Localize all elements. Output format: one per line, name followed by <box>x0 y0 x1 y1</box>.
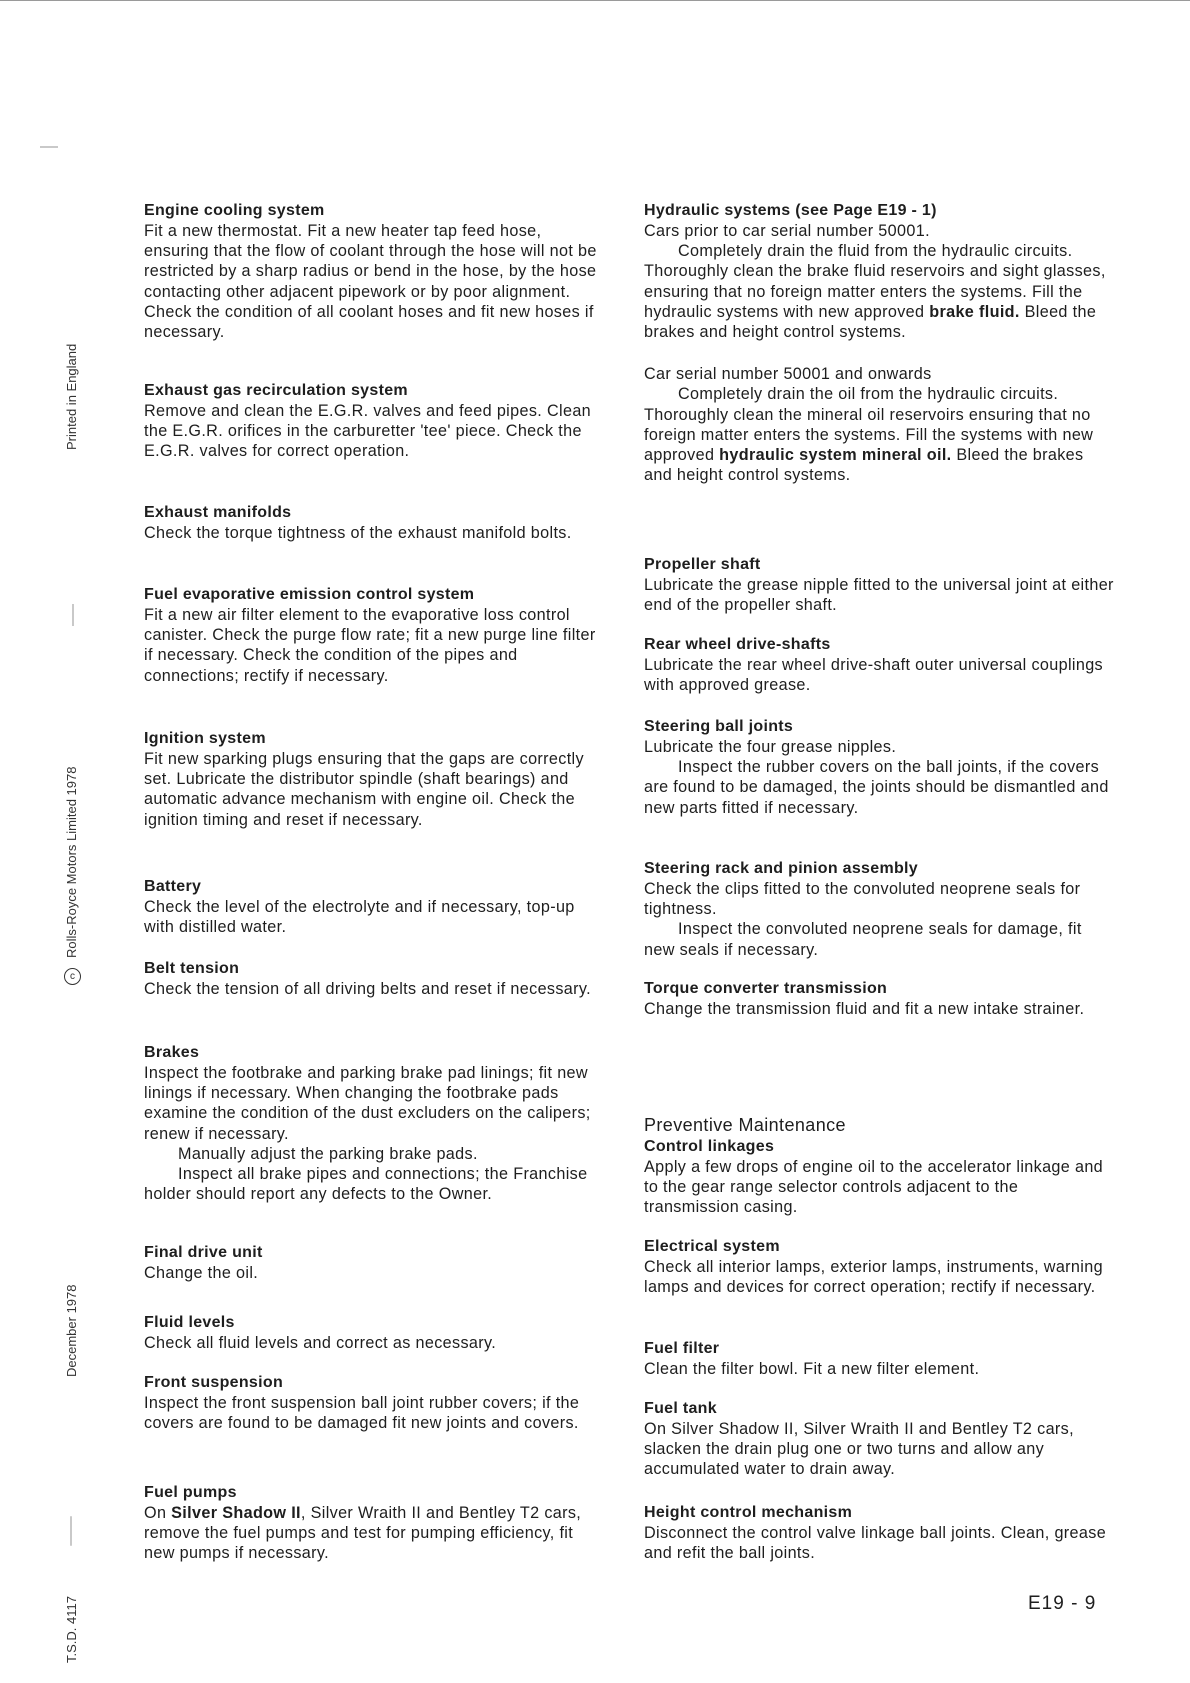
section-heading: Ignition system <box>144 730 266 747</box>
section-text: On Silver Shadow II, Silver Wraith II and Bentley T2 cars, remove the fuel pumps and test for pumping efficiency, fit new pumps if necessary. <box>144 1504 582 1563</box>
scan-mark <box>70 1516 72 1546</box>
belt-tension-section <box>144 958 604 999</box>
exhaust-manifolds-section <box>144 502 604 543</box>
section-text: Fit new sparking plugs ensuring that the gaps are correctly set. Lubricate the distributor spindle (shaft bearings) and automatic advance mechanism with engine oil. Check the ignition timing and reset if necessary. <box>144 750 584 829</box>
section-heading: Front suspension <box>144 1374 284 1391</box>
section-heading: Height control mechanism <box>644 1504 853 1521</box>
height-control-section <box>644 1502 1114 1563</box>
front-suspension-section <box>144 1372 604 1433</box>
section-heading: Steering rack and pinion assembly <box>644 860 918 877</box>
section-text: Check the tension of all driving belts and reset if necessary. <box>144 980 591 998</box>
egr-section <box>144 380 604 462</box>
section-heading: Fuel evaporative emission control system <box>144 586 475 603</box>
section-text: Inspect the rubber covers on the ball joints, if the covers are found to be damaged, the joints should be dismantled and new parts fitted if necessary. <box>644 758 1109 817</box>
section-heading: Control linkages <box>644 1138 775 1155</box>
section-heading: Torque converter transmission <box>644 980 888 997</box>
section-text: Remove and clean the E.G.R. valves and feed pipes. Clean the E.G.R. orifices in the carburetter 'tee' piece. Check the E.G.R. valves for correct operation. <box>144 402 592 461</box>
hydraulic-section <box>644 200 1114 485</box>
page-number: E19 - 9 <box>1028 1593 1097 1614</box>
section-text: Completely drain the oil from the hydraulic circuits. Thoroughly clean the mineral oil reservoirs ensuring that no foreign matter enters the systems. Fill the systems with new approved hydraulic system mineral oil. Bleed the brakes and height control systems. <box>644 385 1094 485</box>
section-text: Inspect the convoluted neoprene seals for damage, fit new seals if necessary. <box>644 920 1082 959</box>
rear-wheel-section <box>644 634 1114 695</box>
section-text: Clean the filter bowl. Fit a new filter element. <box>644 1360 980 1378</box>
section-heading: Final drive unit <box>144 1244 263 1261</box>
section-heading: Belt tension <box>144 960 240 977</box>
steering-ball-section <box>644 716 1114 818</box>
preventive-maintenance-title: Preventive Maintenance <box>644 1115 846 1135</box>
section-text: Check the level of the electrolyte and if necessary, top-up with distilled water. <box>144 898 575 937</box>
section-text: Check the clips fitted to the convoluted neoprene seals for tightness. <box>644 880 1081 919</box>
scan-mark <box>40 146 58 148</box>
fuel-pumps-section <box>144 1482 604 1564</box>
section-text: Apply a few drops of engine oil to the accelerator linkage and to the gear range selector controls adjacent to the transmission casing. <box>644 1158 1104 1217</box>
section-subheading: Cars prior to car serial number 50001. <box>644 222 930 240</box>
section-text: Change the oil. <box>144 1264 259 1282</box>
printed-in-england: Printed in England <box>64 343 79 450</box>
section-heading: Exhaust gas recirculation system <box>144 382 408 399</box>
top-border <box>0 0 1190 1</box>
section-heading: Brakes <box>144 1044 200 1061</box>
section-heading: Exhaust manifolds <box>144 504 292 521</box>
section-heading: Hydraulic systems (see Page E19 - 1) <box>644 202 937 219</box>
section-text: Lubricate the four grease nipples. <box>644 738 897 756</box>
section-heading: Rear wheel drive-shafts <box>644 636 831 653</box>
fluid-levels-section <box>144 1312 604 1353</box>
section-text: Inspect the footbrake and parking brake pad linings; fit new linings if necessary. When changing the footbrake pads examine the condition of the dust excluders on the calipers; renew if necessary. <box>144 1064 591 1143</box>
fuel-filter-section <box>644 1338 1114 1379</box>
section-text: Disconnect the control valve linkage ball joints. Clean, grease and refit the ball joints. <box>644 1524 1107 1563</box>
preventive-maintenance-section <box>644 1114 1114 1218</box>
copyright-notice: cRolls-Royce Motors Limited 1978 <box>64 767 81 985</box>
section-heading: Steering ball joints <box>644 718 794 735</box>
section-text: On Silver Shadow II, Silver Wraith II and Bentley T2 cars, slacken the drain plug one or two turns and allow any accumulated water to drain away. <box>644 1420 1074 1479</box>
section-text: Completely drain the fluid from the hydraulic circuits. Thoroughly clean the brake fluid reservoirs and sight glasses, ensuring that no foreign matter enters the systems. Fill the hydraulic systems with new approved brake fluid. Bleed the brakes and height control systems. <box>644 242 1106 342</box>
section-text: Fit a new thermostat. Fit a new heater tap feed hose, ensuring that the flow of coolant through the hose will not be restricted by a sharp radius or bend in the hose, by the hose contacting other adjacent pipework or by poor alignment. Check the condition of all coolant hoses and fit new hoses if necessary. <box>144 222 597 342</box>
brakes-section <box>144 1042 604 1204</box>
copyright-icon: c <box>64 968 81 985</box>
propeller-section <box>644 554 1114 615</box>
section-text: Manually adjust the parking brake pads. <box>178 1144 478 1163</box>
section-text: Lubricate the grease nipple fitted to the universal joint at either end of the propeller shaft. <box>644 576 1114 615</box>
section-heading: Propeller shaft <box>644 556 761 573</box>
tsd-number: T.S.D. 4117 <box>64 1596 79 1663</box>
scan-mark <box>72 604 74 626</box>
torque-converter-section <box>644 978 1114 1019</box>
fuel-tank-section <box>644 1398 1114 1480</box>
section-text: Inspect the front suspension ball joint rubber covers; if the covers are found to be damaged fit new joints and covers. <box>144 1394 580 1433</box>
section-text: Check the torque tightness of the exhaust manifold bolts. <box>144 524 572 542</box>
steering-rack-section <box>644 858 1114 960</box>
section-heading: Electrical system <box>644 1238 780 1255</box>
fuel-evap-section <box>144 584 604 686</box>
section-text: Check all interior lamps, exterior lamps, instruments, warning lamps and devices for correct operation; rectify if necessary. <box>644 1258 1103 1297</box>
section-text: Change the transmission fluid and fit a new intake strainer. <box>644 1000 1085 1018</box>
battery-section <box>144 876 604 937</box>
section-heading: Fluid levels <box>144 1314 235 1331</box>
section-heading: Fuel pumps <box>144 1484 237 1501</box>
section-heading: Battery <box>144 878 202 895</box>
final-drive-section <box>144 1242 604 1283</box>
section-text: Lubricate the rear wheel drive-shaft outer universal couplings with approved grease. <box>644 656 1103 695</box>
section-text: Inspect all brake pipes and connections; the Franchise holder should report any defects to the Owner. <box>144 1165 588 1204</box>
electrical-section <box>644 1236 1114 1297</box>
engine-cooling-section <box>144 200 604 342</box>
section-text: Fit a new air filter element to the evaporative loss control canister. Check the purge flow rate; fit a new purge line filter if necessary. Check the condition of the pipes and connections; rectify if necessary. <box>144 606 596 685</box>
section-heading: Fuel tank <box>644 1400 717 1417</box>
section-text: Check all fluid levels and correct as necessary. <box>144 1334 497 1352</box>
ignition-section <box>144 728 604 830</box>
print-date: December 1978 <box>64 1284 79 1377</box>
section-subheading: Car serial number 50001 and onwards <box>644 365 932 384</box>
section-heading: Fuel filter <box>644 1340 720 1357</box>
section-heading: Engine cooling system <box>144 202 325 219</box>
